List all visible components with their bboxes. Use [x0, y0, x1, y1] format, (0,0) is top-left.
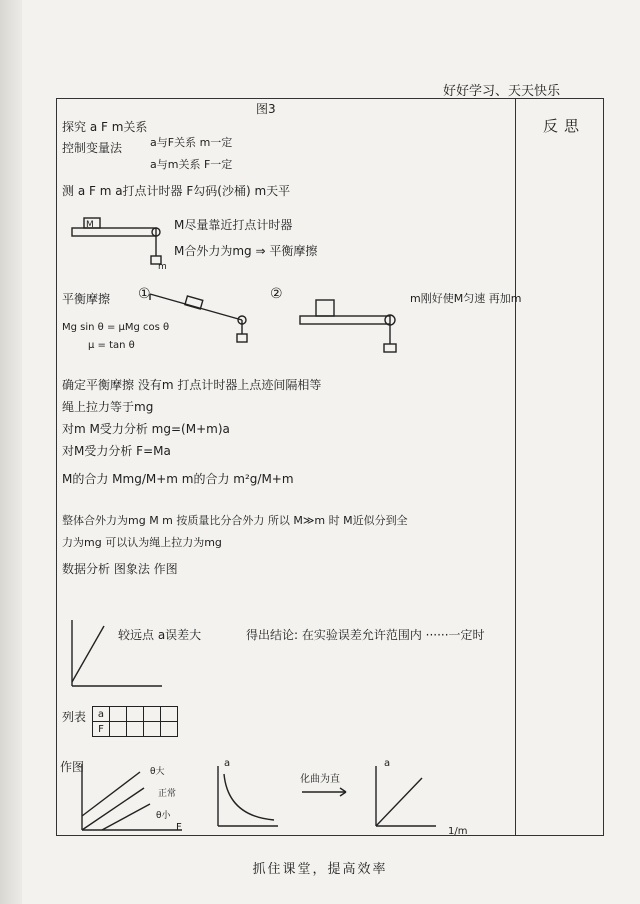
formula-mu: μ = tan θ [88, 340, 135, 351]
formula-balance: Mg sin θ = μMg cos θ [62, 322, 170, 333]
label-theta-small: θ小 [156, 811, 171, 821]
label-list: 列表 [62, 710, 87, 724]
note-confirm-balance: 确定平衡摩擦 没有m 打点计时器上点迹间隔相等 [62, 378, 322, 392]
marker-two: ② [270, 286, 283, 302]
table-cell [110, 722, 127, 737]
column-divider [515, 99, 516, 835]
table-cell: F [93, 722, 110, 737]
table-cell: a [93, 707, 110, 722]
three-lines-graph [72, 760, 192, 840]
note-net-force: M合外力为mg ⇒ 平衡摩擦 [174, 244, 318, 258]
table-cell [110, 707, 127, 722]
note-rope-tension: 绳上拉力等于mg [62, 400, 154, 414]
note-data-analysis: 数据分析 图象法 作图 [62, 562, 178, 576]
marker-one: ① [138, 286, 151, 302]
note-cart-eq: 对M受力分析 F=Ma [62, 444, 171, 458]
note-whole-system: 整体合外力为mg M m 按质量比分合外力 所以 M≫m 时 M近似分到全 [62, 514, 408, 527]
label-theta-big: θ大 [150, 767, 165, 777]
table-cell [127, 722, 144, 737]
note-balance-friction: 平衡摩擦 [62, 292, 111, 306]
table-cell [127, 707, 144, 722]
cart-diagram-2 [300, 292, 410, 358]
axis-label-a: a [224, 758, 231, 769]
label-plot: 作图 [60, 760, 85, 774]
note-af: a与F关系 m一定 [150, 136, 233, 149]
note-far-point: 较远点 a误差大 [118, 628, 202, 642]
note-push-uniform: m刚好使M匀速 再加m [410, 292, 522, 305]
label-m-cart: M [86, 220, 94, 230]
table-cell [161, 722, 178, 737]
reflection-heading: 反思 [543, 117, 586, 135]
note-approx: 力为mg 可以认为绳上拉力为mg [62, 536, 222, 549]
page-header: 好好学习、天天快乐 [442, 84, 560, 99]
axis-label-a-2: a [384, 758, 391, 769]
note-linearize: 化曲为直 [300, 774, 340, 785]
arrow [300, 786, 350, 798]
page-footer: 抓住课堂，提高效率 [252, 862, 388, 877]
table-cell [144, 722, 161, 737]
axis-label-f: F [176, 822, 182, 833]
note-conclusion: 得出结论: 在实验误差允许范围内 ······一定时 [246, 628, 485, 642]
note-forces: M的合力 Mmg/M+m m的合力 m²g/M+m [62, 472, 294, 486]
incline-diagram [150, 290, 260, 350]
label-normal: 正常 [158, 789, 177, 799]
page-number: 图3 [256, 102, 276, 116]
note-measure: 测 a F m a打点计时器 F勾码(沙桶) m天平 [62, 184, 291, 198]
a-inverse-m-graph [370, 764, 440, 834]
binding-strip [0, 0, 22, 904]
a-m-curve-graph [212, 764, 282, 834]
note-am: a与m关系 F一定 [150, 158, 233, 171]
table-cell [144, 707, 161, 722]
note-system-eq: 对m M受力分析 mg=(M+m)a [62, 422, 230, 436]
label-m-hang: m [158, 262, 167, 272]
table-cell [161, 707, 178, 722]
axis-label-inverse-m: 1/m [448, 826, 468, 837]
data-table [92, 706, 178, 737]
note-topic: 探究 a F m关系 [62, 120, 148, 134]
cart-diagram [62, 210, 182, 270]
note-method: 控制变量法 [62, 141, 123, 155]
note-near-timer: M尽量靠近打点计时器 [174, 218, 293, 232]
